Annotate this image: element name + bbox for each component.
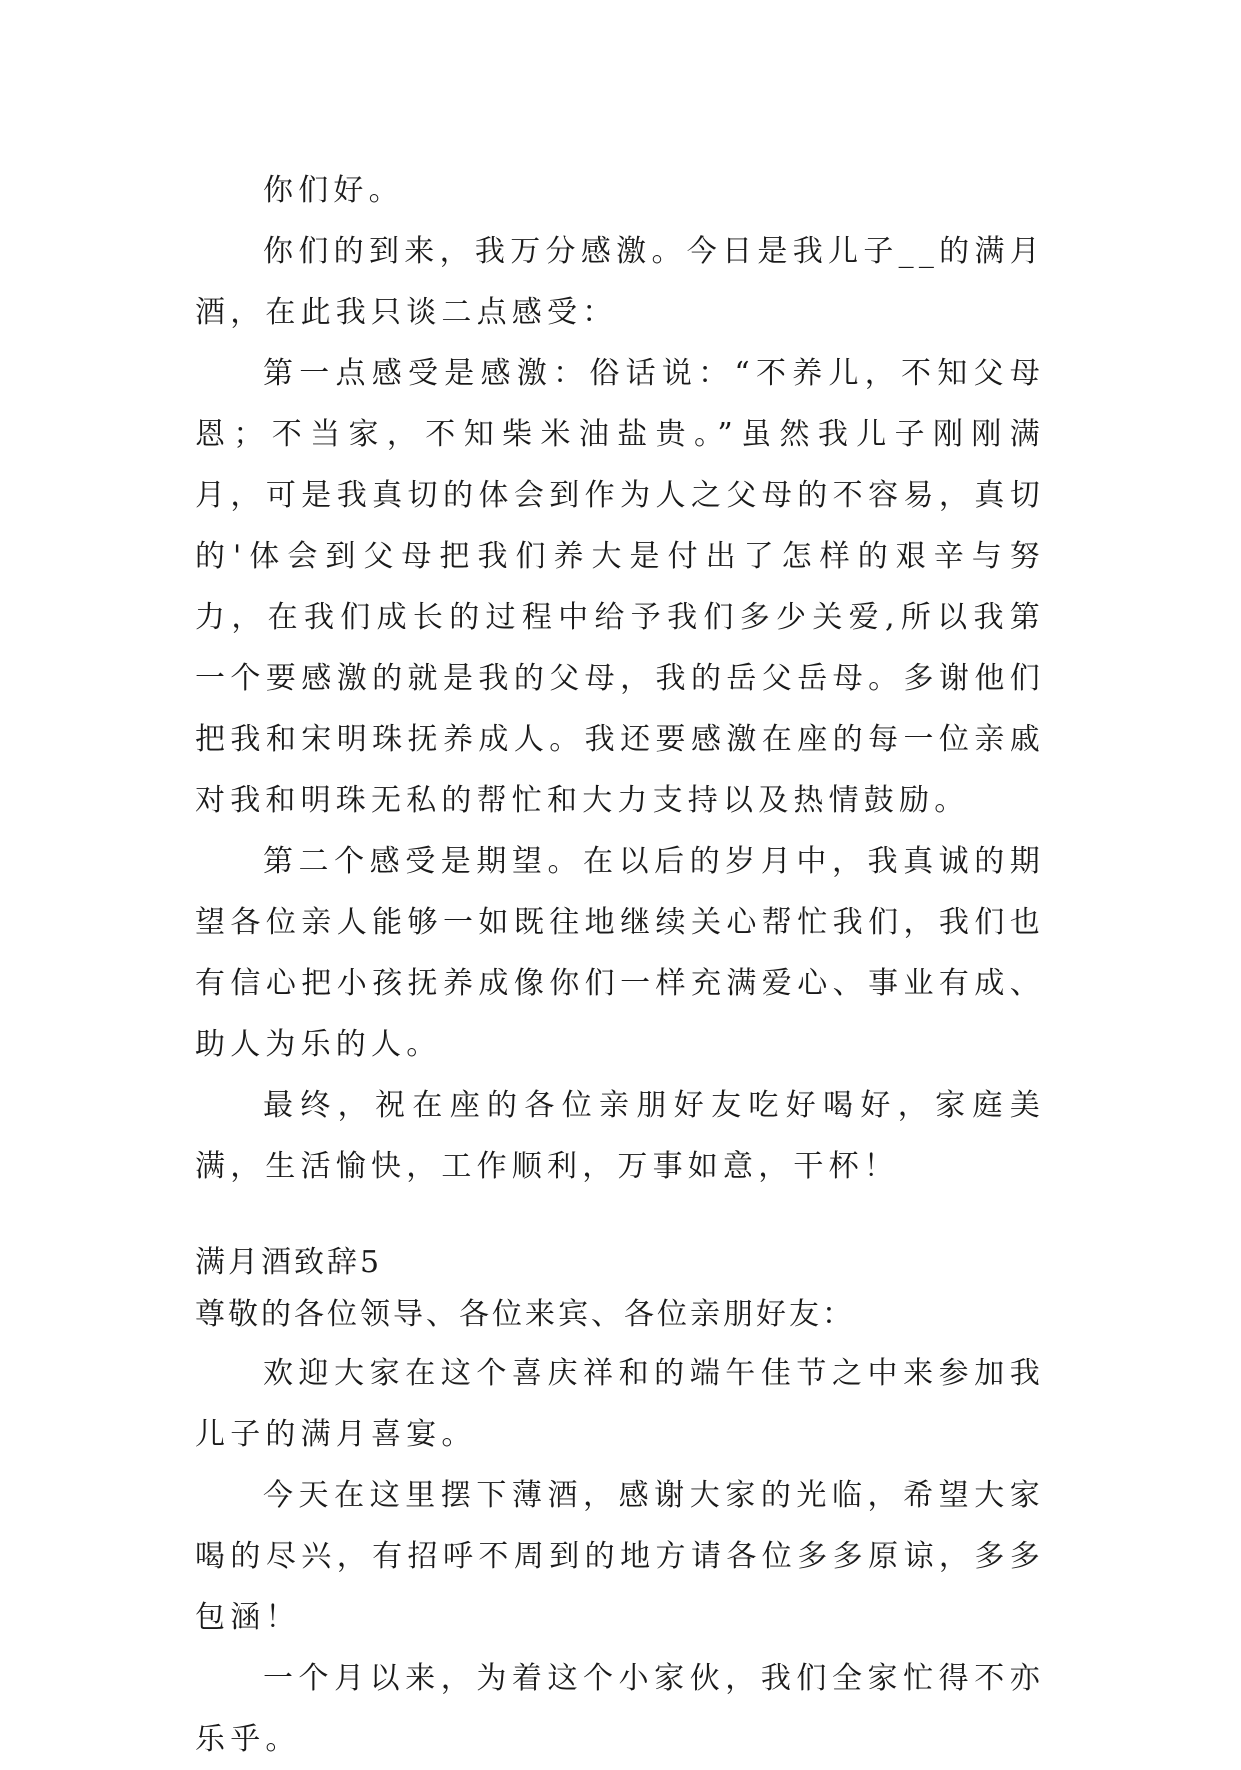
thanks-paragraph: 你们的到来，我万分感激。今日是我儿子__的满月酒，在此我只谈二点感受： [195, 234, 1045, 330]
second-feeling-paragraph: 第二个感受是期望。在以后的岁月中，我真诚的期望各位亲人能够一如既往地继续关心帮忙我们，我们也有信心把小孩抚养成像你们一样充满爱心、事业有成、助人为乐的人。 [195, 844, 1045, 1062]
family-paragraph: 一个月以来，为着这个小家伙，我们全家忙得不亦乐乎。 [195, 1661, 1045, 1757]
section-title: 满月酒致辞5 [195, 1245, 383, 1280]
section-spacer [195, 1197, 1045, 1239]
greeting-paragraph: 你们好。 [263, 173, 404, 208]
banquet-paragraph: 今天在这里摆下薄酒，感谢大家的光临，希望大家喝的尽兴，有招呼不周到的地方请各位多多原谅，多多包涵！ [195, 1478, 1045, 1635]
document-body [195, 160, 1045, 1770]
first-feeling-paragraph: 第一点感受是感激：俗话说：“不养儿，不知父母恩；不当家，不知柴米油盐贵。”虽然我儿子刚刚满月，可是我真切的体会到作为人之父母的不容易，真切的'体会到父母把我们养大是付出了怎样的艰辛与努力，在我们成长的过程中给予我们多少关爱,所以我第一个要感激的就是我的父母，我的岳父岳母。多谢他们把我和宋明珠抚养成人。我还要感激在座的每一位亲戚对我和明珠无私的帮忙和大力支持以及热情鼓励。 [195, 356, 1045, 818]
toast-paragraph: 最终，祝在座的各位亲朋好友吃好喝好，家庭美满，生活愉快，工作顺利，万事如意，干杯！ [195, 1088, 1045, 1184]
salutation: 尊敬的各位领导、各位来宾、各位亲朋好友： [195, 1297, 855, 1332]
welcome-paragraph: 欢迎大家在这个喜庆祥和的端午佳节之中来参加我儿子的满月喜宴。 [195, 1356, 1045, 1452]
